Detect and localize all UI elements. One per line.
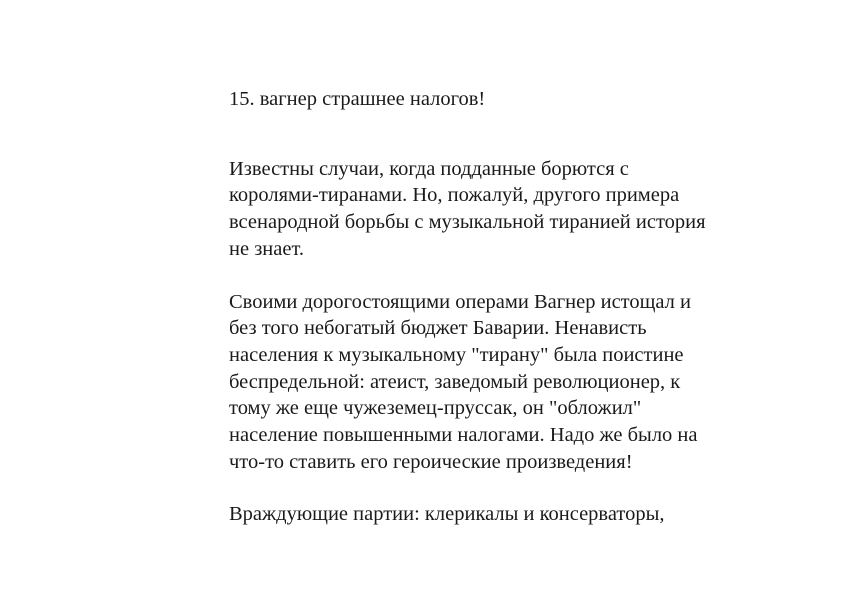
- paragraph-line: Враждующие партии: клерикалы и консерваторы,: [229, 503, 665, 526]
- paragraph-line: населения к музыкальному "тирану" была поистине: [229, 343, 684, 366]
- paragraph-line: Известны случаи, когда подданные борются с: [229, 157, 629, 180]
- paragraph-line: тому же еще чужеземец-пруссак, он "обложил": [229, 397, 642, 420]
- paragraph-line: не знает.: [229, 237, 305, 260]
- chapter-heading: 15. вагнер страшнее налогов!: [229, 88, 486, 110]
- paragraph-line: без того небогатый бюджет Баварии. Ненависть: [229, 317, 647, 340]
- paragraph-2: [229, 289, 749, 476]
- paragraph-1: [229, 156, 749, 263]
- document-page: [229, 86, 749, 528]
- paragraph-line: всенародной борьбы с музыкальной тиранией история: [229, 211, 706, 234]
- paragraph-line: Своими дорогостоящими операми Вагнер истощал и: [229, 290, 692, 313]
- paragraph-line: беспредельной: атеист, заведомый революционер, к: [229, 370, 681, 393]
- paragraph-3: [229, 501, 749, 528]
- paragraph-line: население повышенными налогами. Надо же было на: [229, 424, 698, 447]
- paragraph-line: что-то ставить его героические произведения!: [229, 450, 633, 473]
- paragraph-line: королями-тиранами. Но, пожалуй, другого примера: [229, 184, 680, 207]
